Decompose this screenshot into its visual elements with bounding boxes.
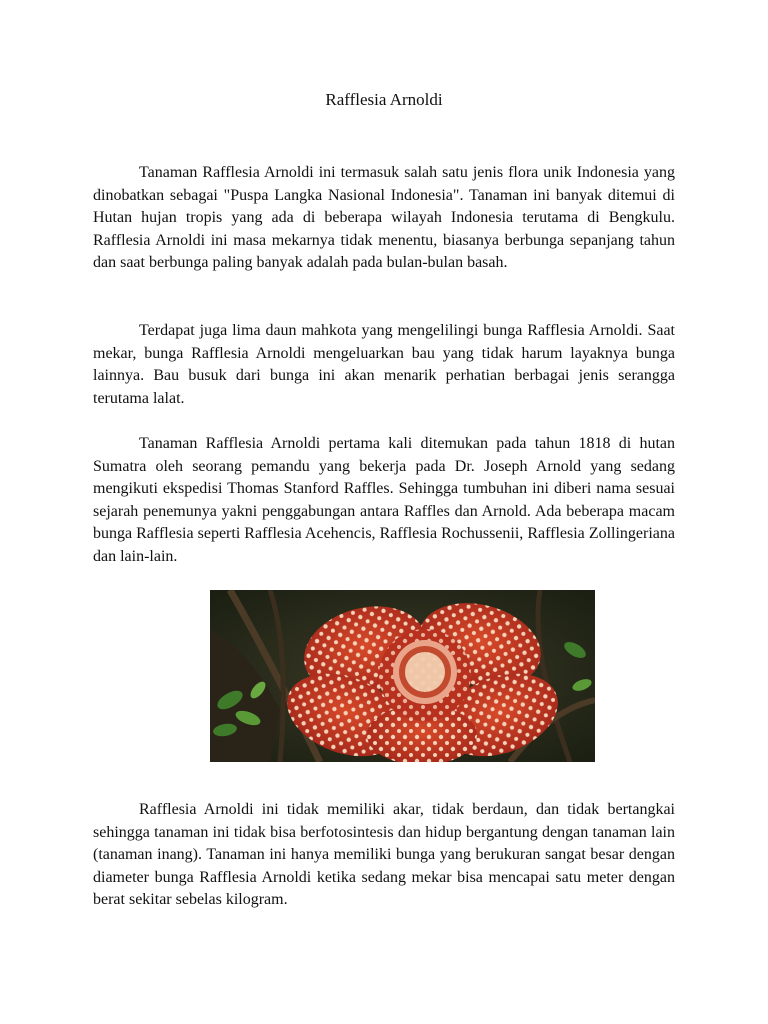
- paragraph-1: Tanaman Rafflesia Arnoldi ini termasuk salah satu jenis flora unik Indonesia yang dinobatkan sebagai "Puspa Langka Nasional Indonesia". Tanaman ini banyak ditemui di Hutan hujan tropis yang ada di beberapa wilayah Indonesia terutama di Bengkulu. Rafflesia Arnoldi ini masa mekarnya tidak menentu, biasanya berbunga sepanjang tahun dan saat berbunga paling banyak adalah pada bulan-bulan basah.: [93, 164, 675, 272]
- paragraph-3: Tanaman Rafflesia Arnoldi pertama kali ditemukan pada tahun 1818 di hutan Sumatra oleh seorang pemandu yang bekerja pada Dr. Joseph Arnold yang sedang mengikuti ekspedisi Thomas Stanford Raffles. Sehingga tumbuhan ini diberi nama sesuai sejarah penemunya yakni penggabungan antara Raffles dan Arnold. Ada beberapa macam bunga Rafflesia seperti Rafflesia Acehencis, Rafflesia Rochussenii, Rafflesia Zollingeriana dan lain-lain.: [93, 435, 675, 565]
- paragraph-2: Terdapat juga lima daun mahkota yang mengelilingi bunga Rafflesia Arnoldi. Saat mekar, bunga Rafflesia Arnoldi mengeluarkan bau yang tidak harum layaknya bunga lainnya. Bau busuk dari bunga ini akan menarik perhatian berbagai jenis serangga terutama lalat.: [93, 322, 675, 407]
- rafflesia-flower-illustration: [210, 590, 595, 762]
- rafflesia-photo: [210, 590, 595, 762]
- paragraph-4: Rafflesia Arnoldi ini tidak memiliki akar, tidak berdaun, dan tidak bertangkai sehingga tanaman ini tidak bisa berfotosintesis dan hidup bergantung dengan tanaman lain (tanaman inang). Tanaman ini hanya memiliki bunga yang berukuran sangat besar dengan diameter bunga Rafflesia Arnoldi ketika sedang mekar bisa mencapai satu meter dengan berat sekitar sebelas kilogram.: [93, 801, 675, 909]
- page-title: Rafflesia Arnoldi: [325, 90, 443, 109]
